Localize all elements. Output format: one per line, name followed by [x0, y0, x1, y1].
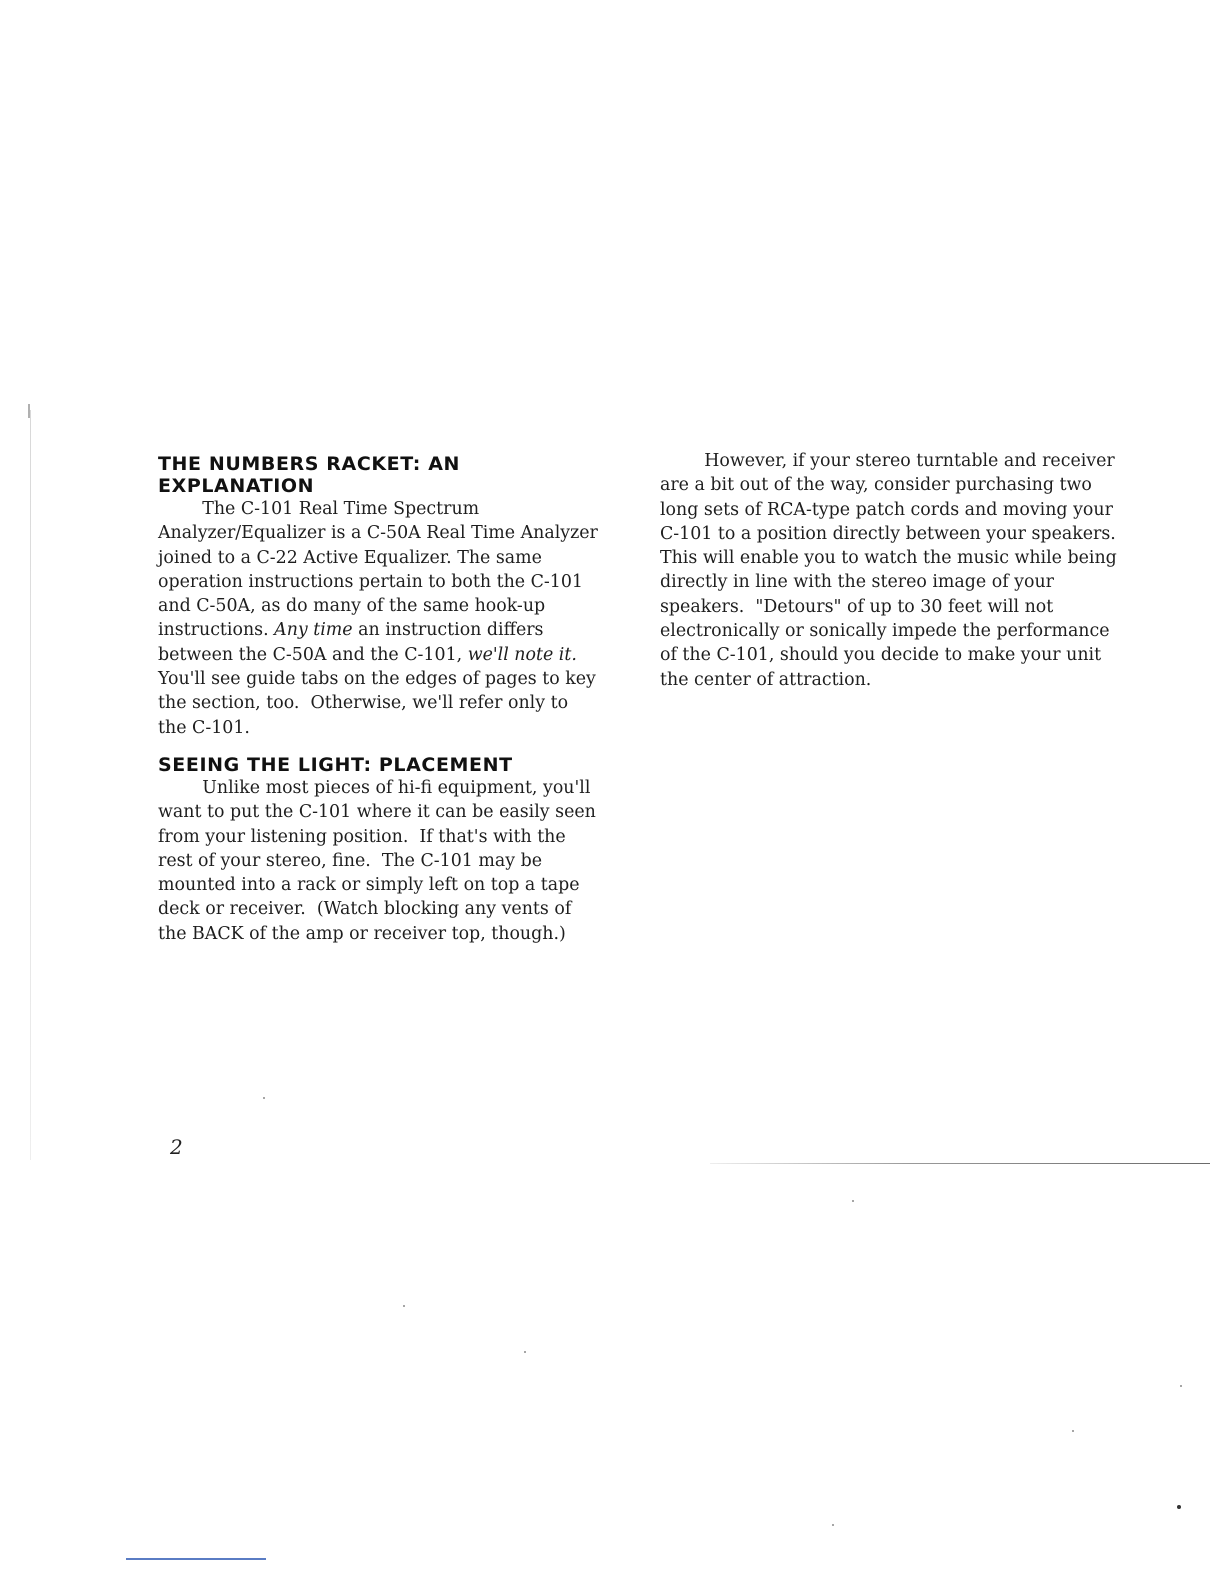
- text-run: an instruction differs between the C-50A and the C-101,: [158, 620, 550, 665]
- left-column: [158, 453, 604, 946]
- paragraph-placement: Unlike most pieces of hi-fi equipment, you'll want to put the C-101 where it can be easily seen from your listening position. If that's with the rest of your stereo, fine. The C-101 may be mounted into a rack or simply left on top a tape deck or receiver. (Watch blocking any vents of the BACK of the amp or receiver top, though.): [158, 777, 602, 944]
- scan-edge-line: [30, 410, 31, 1160]
- page-number: 2: [170, 1135, 183, 1159]
- scan-speck: [263, 1097, 265, 1099]
- section-heading-numbers-racket: THE NUMBERS RACKET: AN EXPLANATION: [158, 453, 461, 497]
- scan-speck: [852, 1200, 854, 1202]
- scan-speck: [1177, 1505, 1181, 1509]
- paragraph-however: However, if your stereo turntable and receiver are a bit out of the way, consider purchasing two long sets of RCA-type patch cords and moving your C-101 to a position directly between your speakers. This will enable you to watch the music while being directly in line with the stereo image of your speakers. "Detours" of up to 30 feet will not electronically or sonically impede the performance of the C-101, should you decide to make your unit the center of attraction.: [660, 451, 1127, 690]
- scan-speck: [832, 1524, 834, 1526]
- scan-speck: [524, 1351, 526, 1353]
- scan-speck: [1180, 1385, 1182, 1387]
- paragraph-explanation: [158, 497, 604, 740]
- section-heading-placement: SEEING THE LIGHT: PLACEMENT: [158, 753, 513, 776]
- scan-speck: [1072, 1430, 1074, 1432]
- text-run: You'll see guide tabs on the edges of pages to key the section, too. Otherwise, we'll refer only to the C-101.: [158, 644, 602, 738]
- scan-blue-mark: [126, 1558, 266, 1560]
- italic-run: Any time: [274, 620, 353, 641]
- italic-run: we'll note it.: [467, 644, 577, 665]
- scan-speck: [403, 1305, 405, 1307]
- text-run: The C-101 Real Time Spectrum Analyzer/Equalizer is a C-50A Real Time Analyzer joined to a C-22 Active Equalizer. The same operation instructions pertain to both the C-101 and C-50A, as do many of the same hook-up instructions.: [158, 499, 604, 641]
- right-column: [660, 449, 1130, 692]
- footer-rule: [710, 1163, 1210, 1164]
